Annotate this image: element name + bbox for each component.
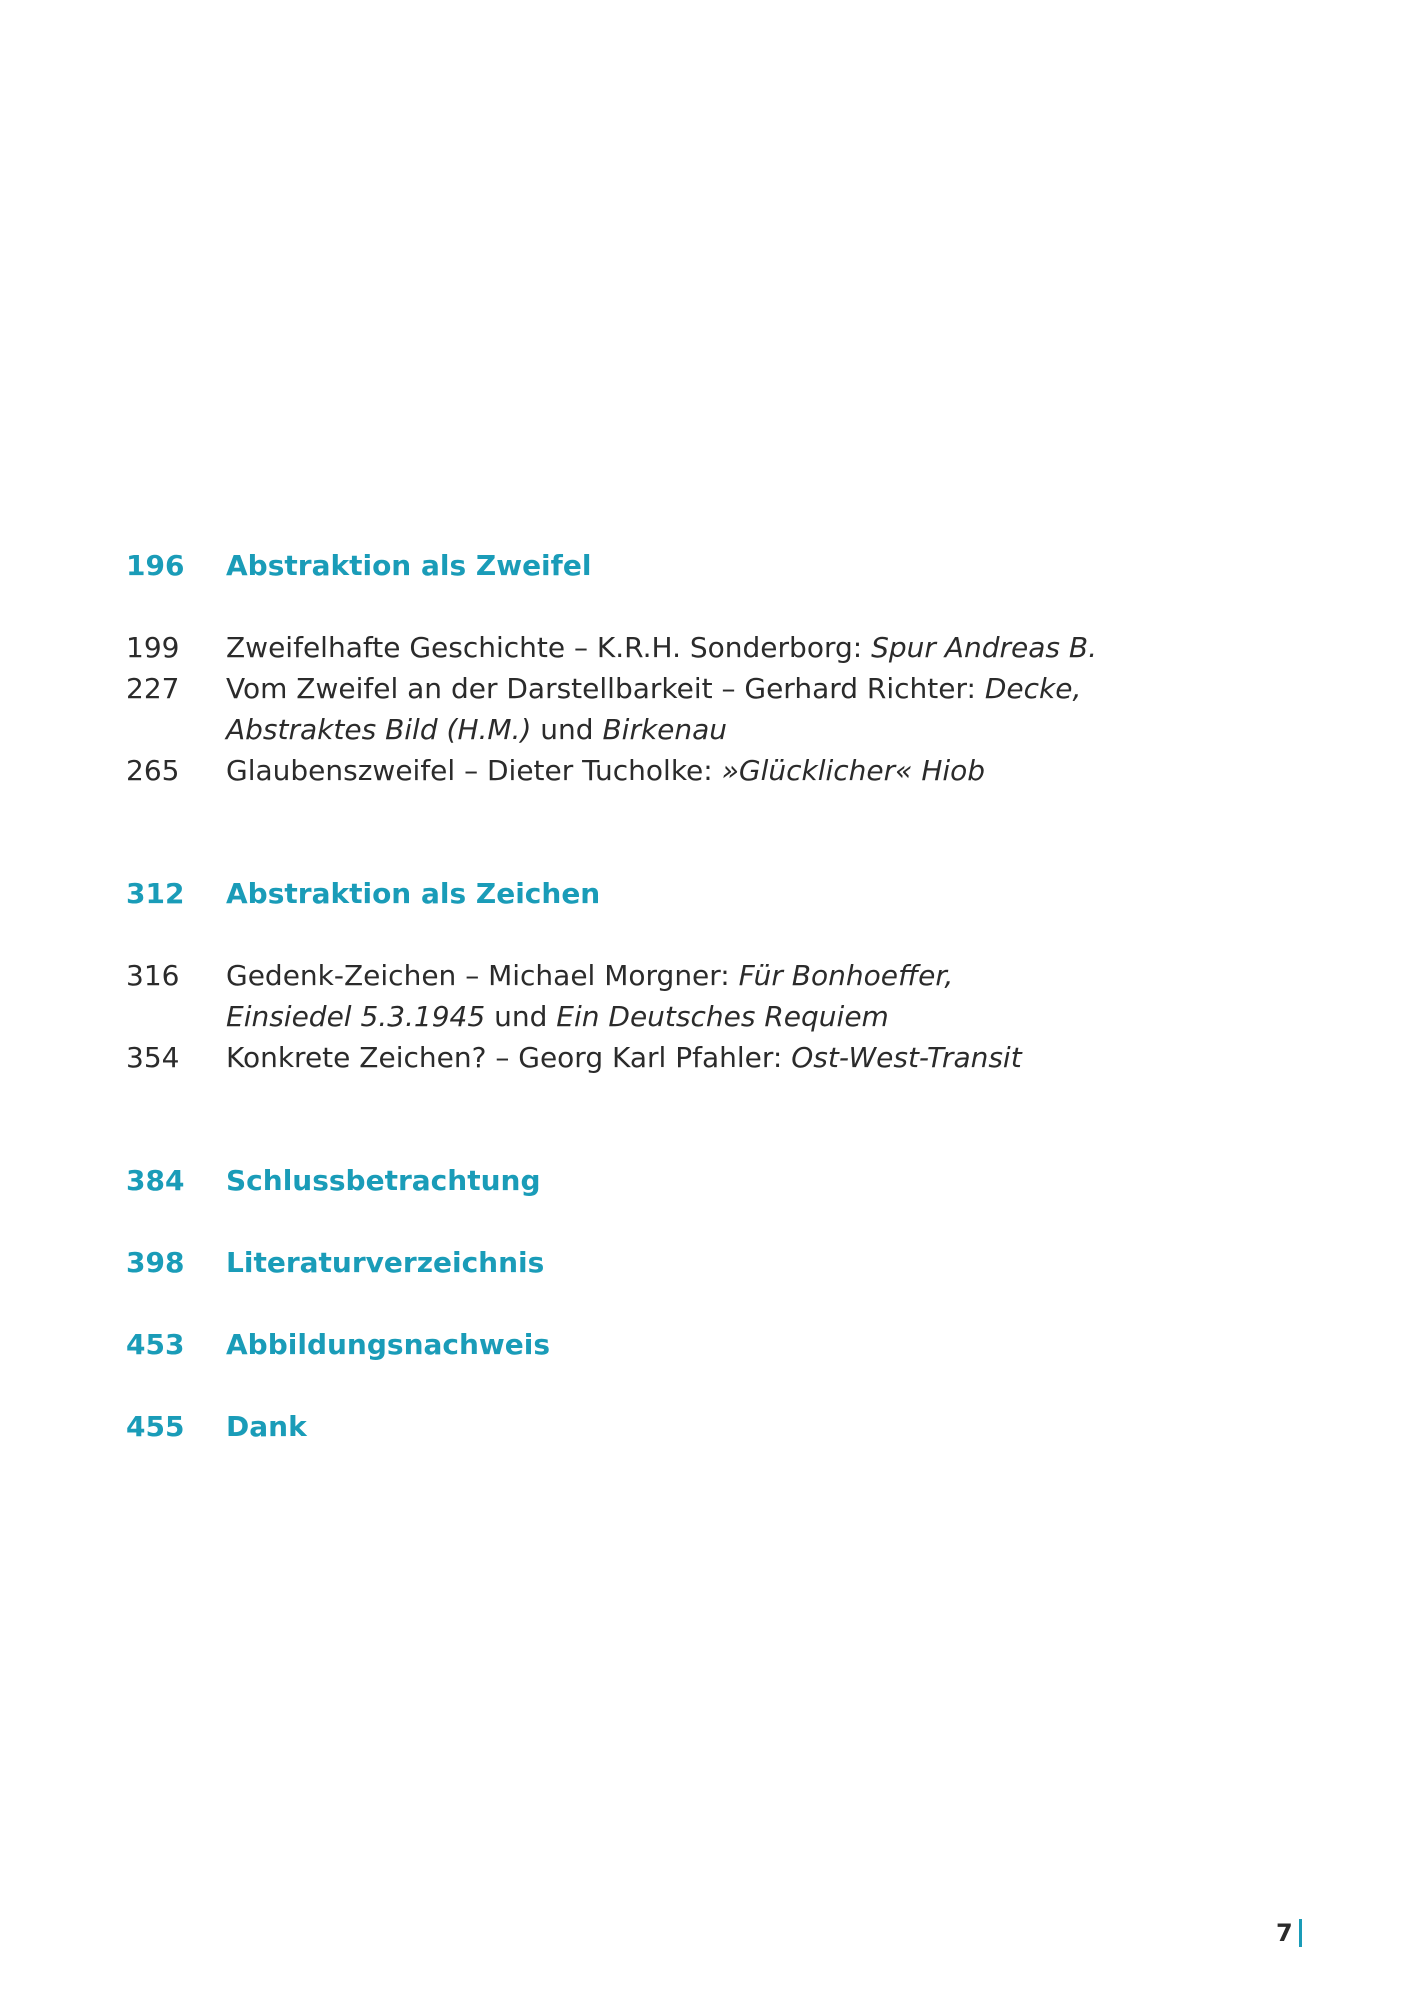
toc-page-number: 354 <box>126 1041 180 1074</box>
toc-entry-title <box>226 668 1266 750</box>
toc-entry-title <box>226 1037 1266 1078</box>
toc-entry-title <box>226 955 1266 1037</box>
toc-entry-work-title: Ost-West-Transit <box>791 1041 1022 1074</box>
toc-section-title: Abbildungsnachweis <box>226 1328 551 1361</box>
page-number-accent-bar <box>1299 1919 1302 1947</box>
toc-entry-work-title: Spur Andreas B. <box>871 631 1097 664</box>
toc-page-number: 265 <box>126 754 180 787</box>
toc-entry-work-title: Einsiedel 5.3.1945 <box>226 1000 486 1033</box>
toc-entry[interactable] <box>126 955 1276 1037</box>
toc-section-heading[interactable] <box>126 1406 1276 1447</box>
toc-section-title: Dank <box>226 1410 307 1443</box>
toc-entry-title <box>226 627 1266 668</box>
toc-section-title: Schlussbetrachtung <box>226 1164 541 1197</box>
toc-entry-continuation <box>226 996 1266 1037</box>
toc-page-number: 455 <box>126 1410 185 1443</box>
toc-entry-text: Zweifelhafte Geschichte – K.R.H. Sonderborg: <box>226 631 872 664</box>
toc-section-heading[interactable] <box>126 545 1276 586</box>
toc-page-number: 398 <box>126 1246 185 1279</box>
toc-entry-work-title: Birkenau <box>602 713 728 746</box>
toc-entry[interactable] <box>126 627 1276 668</box>
toc-entry-title <box>226 750 1266 791</box>
toc-entry-work-title: Ein Deutsches Requiem <box>556 1000 889 1033</box>
toc-page-number: 316 <box>126 959 180 992</box>
toc-section-heading[interactable] <box>126 873 1276 914</box>
toc-section-heading[interactable] <box>126 1242 1276 1283</box>
toc-entry-text: und <box>485 1000 557 1033</box>
toc-entry-text: und <box>531 713 603 746</box>
toc-section-title: Abstraktion als Zeichen <box>226 877 601 910</box>
toc-section-heading[interactable] <box>126 1324 1276 1365</box>
toc-section-heading[interactable] <box>126 1160 1276 1201</box>
toc-section-title: Literaturverzeichnis <box>226 1246 545 1279</box>
toc-page-number: 196 <box>126 549 185 582</box>
toc-entry-text: Vom Zweifel an der Darstellbarkeit – Gerhard Richter: <box>226 672 985 705</box>
toc-page-number: 384 <box>126 1164 185 1197</box>
toc-entry-text: Konkrete Zeichen? – Georg Karl Pfahler: <box>226 1041 792 1074</box>
toc-page-number: 453 <box>126 1328 185 1361</box>
toc-page-number: 227 <box>126 672 180 705</box>
toc-entry-work-title: »Glücklicher« Hiob <box>721 754 986 787</box>
toc-entry-work-title: Abstraktes Bild (H.M.) <box>226 713 532 746</box>
page-number: 7 <box>1276 1919 1293 1947</box>
toc-entry-text: Glaubenszweifel – Dieter Tucholke: <box>226 754 722 787</box>
toc-page-number: 312 <box>126 877 185 910</box>
toc-entry-work-title: Decke, <box>984 672 1082 705</box>
toc-entry-text: Gedenk-Zeichen – Michael Morgner: <box>226 959 739 992</box>
toc-entry[interactable] <box>126 750 1276 791</box>
toc-entry[interactable] <box>126 1037 1276 1078</box>
toc-entry[interactable] <box>126 668 1276 750</box>
toc-entry-continuation <box>226 709 1266 750</box>
toc-page-number: 199 <box>126 631 180 664</box>
toc-section-title: Abstraktion als Zweifel <box>226 549 592 582</box>
toc-entry-work-title: Für Bonhoeffer, <box>738 959 954 992</box>
